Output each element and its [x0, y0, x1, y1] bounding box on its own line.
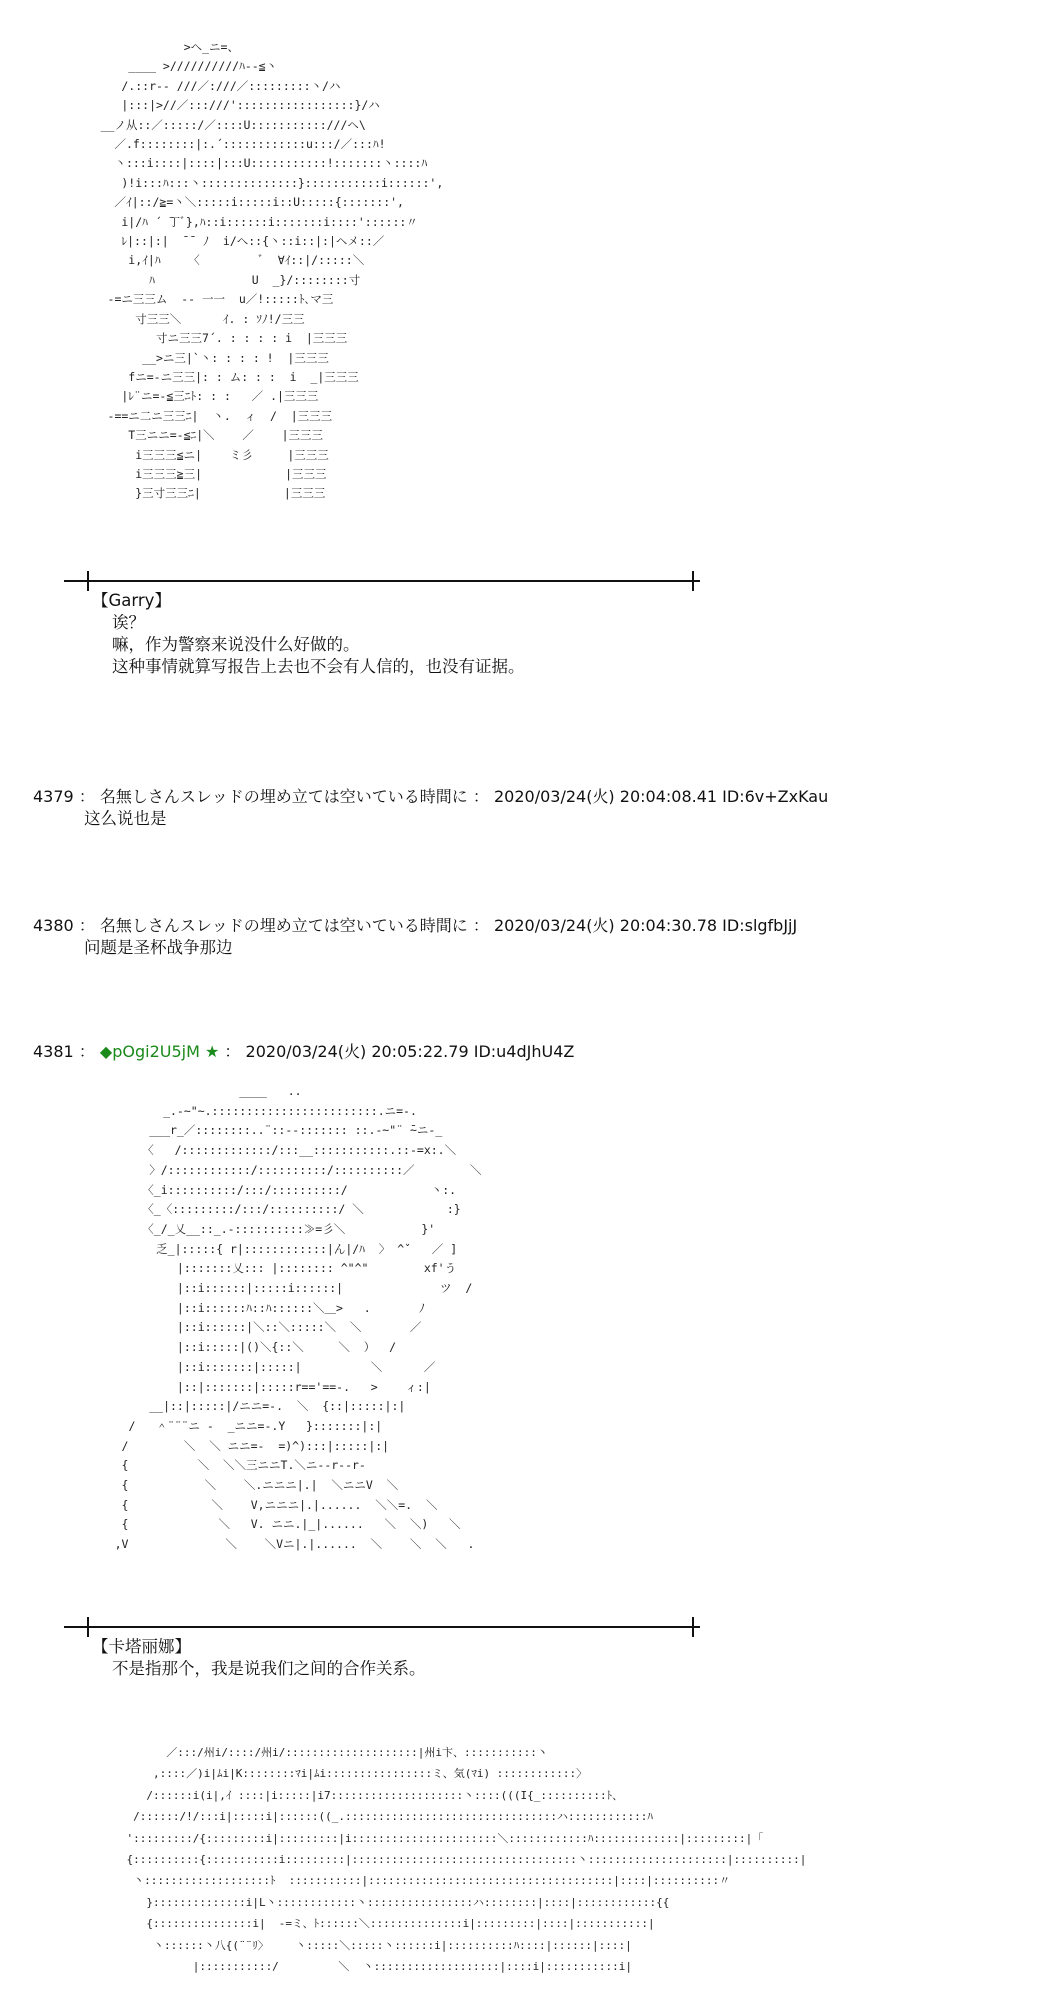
divider-tick-right [692, 1617, 694, 1637]
speech-line: 这种事情就算写报告上去也不会有人信的，也没有证据。 [112, 657, 525, 676]
post-id[interactable]: ID:u4dJhU4Z [473, 1042, 575, 1061]
poster-trip: ◆pOgi2U5jM ★ [99, 1042, 220, 1061]
divider-line [64, 1626, 700, 1628]
speech-garry [92, 590, 525, 678]
ascii-art-bottom: ／:::/州i/::::/州i/::::::::::::::::::::|州i卞、:::::::::::丶 ,::::／)i|ﾑi|K::::::::ﾏi|ﾑi::::::::::::::::ミ、気(ﾏi) ::::::::::::〉 /::::::i(i|,ｲ ::::|i:::::|i7::::::::::::::::::::丶::::(((I{_::::::::::ﾄ、 /::::::/!/:::i|:::::i|::::::((_.::::::::::::::::::::::::::::::::ハ::::::::::::ﾊ ':::::::::/{:::::::::i|:::::::::|i::::::::::::::::::::::＼::::::::::::ﾊ:::::::::::::|:::::::::|「 {::::::::::{:::::::::::i:::::::::|::::::::::::::::::::::::::::::::::丶:::::::::::::::::::::|::::::::::| 丶:::::::::::::::::::ﾄ :::::::::::|:::::::::::::::::::::::::::::::::::::|::::|::::::::::〃 }::::::::::::::i|L丶::::::::::::丶::::::::::::::::ハ::::::::|::::|::::::::::::{{ {:::::::::::::::i| -=ミ、ﾄ::::::＼::::::::::::::i|:::::::::|::::|:::::::::::| 丶::::::丶八{(¨¨ﾘ〉 丶:::::＼:::::丶::::::i|::::::::::ﾊ::::|::::::|::::| |:::::::::::/ ＼ 丶:::::::::::::::::::|::::i|:::::::::::i| [126, 1746, 807, 1974]
speech-line: 诶？ [112, 613, 145, 632]
speech-line: 不是指那个，我是说我们之间的合作关系。 [112, 1659, 426, 1678]
post-number[interactable]: 4380 [33, 916, 74, 935]
post-body: 这么说也是 [84, 809, 167, 828]
post-header: 4380 ： 名無しさんスレッドの埋め立ては空いている時間に ： 2020/03/24(火) 20:04:30.78 ID:slgfbJjJ [33, 916, 798, 935]
poster-name: 名無しさんスレッドの埋め立ては空いている時間に [99, 787, 468, 806]
post-number[interactable]: 4381 [33, 1042, 74, 1061]
divider-line [64, 580, 700, 582]
post-datetime: 2020/03/24(火) 20:04:30.78 [493, 916, 718, 935]
post-body: 问题是圣杯战争那边 [84, 938, 233, 957]
speech-catalina [92, 1636, 426, 1680]
ascii-art-catalina: ____ .. _.-~"~.::::::::::::::::::::::::.ニ=-. ___r_／::::::::..¨::--::::::: ::.-~"¨ ̄~ニ-_ 〈 /:::::::::::::/:::__:::::::::::.::-=x:.＼ 〉/::::::::::::/::::::::::/::::::::::／ ＼ 〈_i::::::::::/:::/::::::::::/ 丶:. 〈_〈:::::::::/:::/::::::::::/ ＼ :} 〈_/_乂__::_.-::::::::::≫=彡＼ }' 乏_|:::::{ r|::::::::::::|ん|/ﾊ 〉 ^ˇ ／ ] |:::::::乂::: |:::::::: ^"^" xf'う |::i::::::|:::::i::::::| ツ / |::i::::::ﾊ::ﾊ::::::＼＿> . ﾉ |::i::::::|＼::＼:::::＼ ＼ ／ |::i:::::|()＼{::＼ ＼ ） / |::i:::::::|:::::| ＼ ／ |::|:::::::|:::::r=='==-. > ィ:| __|::|:::::|/ニニ=-. ＼ {::|:::::|:| / ＾¨¨¨ニ ‐ _ニニ=-.Y }:::::::|:| / ＼ ＼ ニニ=- =)^):::|:::::|:| { ＼ ＼＼三ニニT.＼ニ-‐r-‐r- { ＼ ＼.ニニニ|.| ＼ニニV ＼ { ＼ V,ニニニ|.|...... ＼＼=. ＼ { ＼ V. ニニ.|_|...... ＼ ＼) ＼ ,V ＼ ＼Vニ|.|...... ＼ ＼ ＼ . [114, 1084, 482, 1552]
divider-tick-left [87, 1617, 89, 1637]
post-id[interactable]: ID:6v+ZxKau [722, 787, 829, 806]
post-number[interactable]: 4379 [33, 787, 74, 806]
speaker-name: 【Garry】 [92, 591, 171, 610]
speaker-name: 【卡塔丽娜】 [92, 1637, 191, 1656]
post-id[interactable]: ID:slgfbJjJ [722, 916, 798, 935]
poster-name: 名無しさんスレッドの埋め立ては空いている時間に [99, 916, 468, 935]
divider-tick-left [87, 571, 89, 591]
post-header: 4379 ： 名無しさんスレッドの埋め立ては空いている時間に ： 2020/03/24(火) 20:04:08.41 ID:6v+ZxKau [33, 787, 829, 806]
post-header: 4381 ： ◆pOgi2U5jM ★ ： 2020/03/24(火) 20:05:22.79 ID:u4dJhU4Z [33, 1042, 575, 1061]
ascii-art-garry: >ヘ_ニ=、 ____ >//////////ﾊ--≦丶 /.::r-- ///／:///／:::::::::丶/ハ |:::|>//／:::///':::::::::::::::::}/ハ __ノ从::／:::::/／::::U:::::::::::///ヘ\ ／.f::::::::|:.´::::::::::::u:::/／:::ﾊ! 丶:::i::::|::::|:::U:::::::::::!:::::::丶::::ﾊ )!i:::ﾊ:::丶::::::::::::::}:::::::::::i::::::', ／ｲ|::/≧=丶＼:::::i:::::i::U:::::{:::::::', i|/ﾊ ´ ̄丁ﾞ},ﾊ::i::::::i:::::::i::::'::::::〃 ﾚ|::|:| ̄ ̄ ﾉ i/へ::{丶::i::|:|ヘメ::／ i,ｲ|ﾊ 〈 ﾞ ∀ｲ::|/:::::＼ ﾊ U _}/::::::::寸 -=ニ三三ム -- 一一 u／!:::::ﾄ､マ三 寸三三＼ ｲ. : ｿﾉ!/三三 寸ニ三三7´. : : : : i |三三三 __>ニ三|`丶: : : : ! |三三三 fニ=-ニ三三|: : ム: : : i _|三三三 |ﾚ¨ニ=-≦三ﾆﾄ: : : ／ .|三三三 -==ニ二ニ三三ﾆ| 丶. ィ / |三三三 T三ニニ=-≦ﾆ|＼ ／ |三三三 i三三三≦ニ| ミ彡 |三三三 i三三三≧三| |三三三 }三寸三三ﾆ| |三三三 [100, 40, 444, 501]
divider-tick-right [692, 571, 694, 591]
speech-line: 嘛，作为警察来说没什么好做的。 [112, 635, 360, 654]
post-datetime: 2020/03/24(火) 20:05:22.79 [245, 1042, 469, 1061]
post-datetime: 2020/03/24(火) 20:04:08.41 [493, 787, 718, 806]
